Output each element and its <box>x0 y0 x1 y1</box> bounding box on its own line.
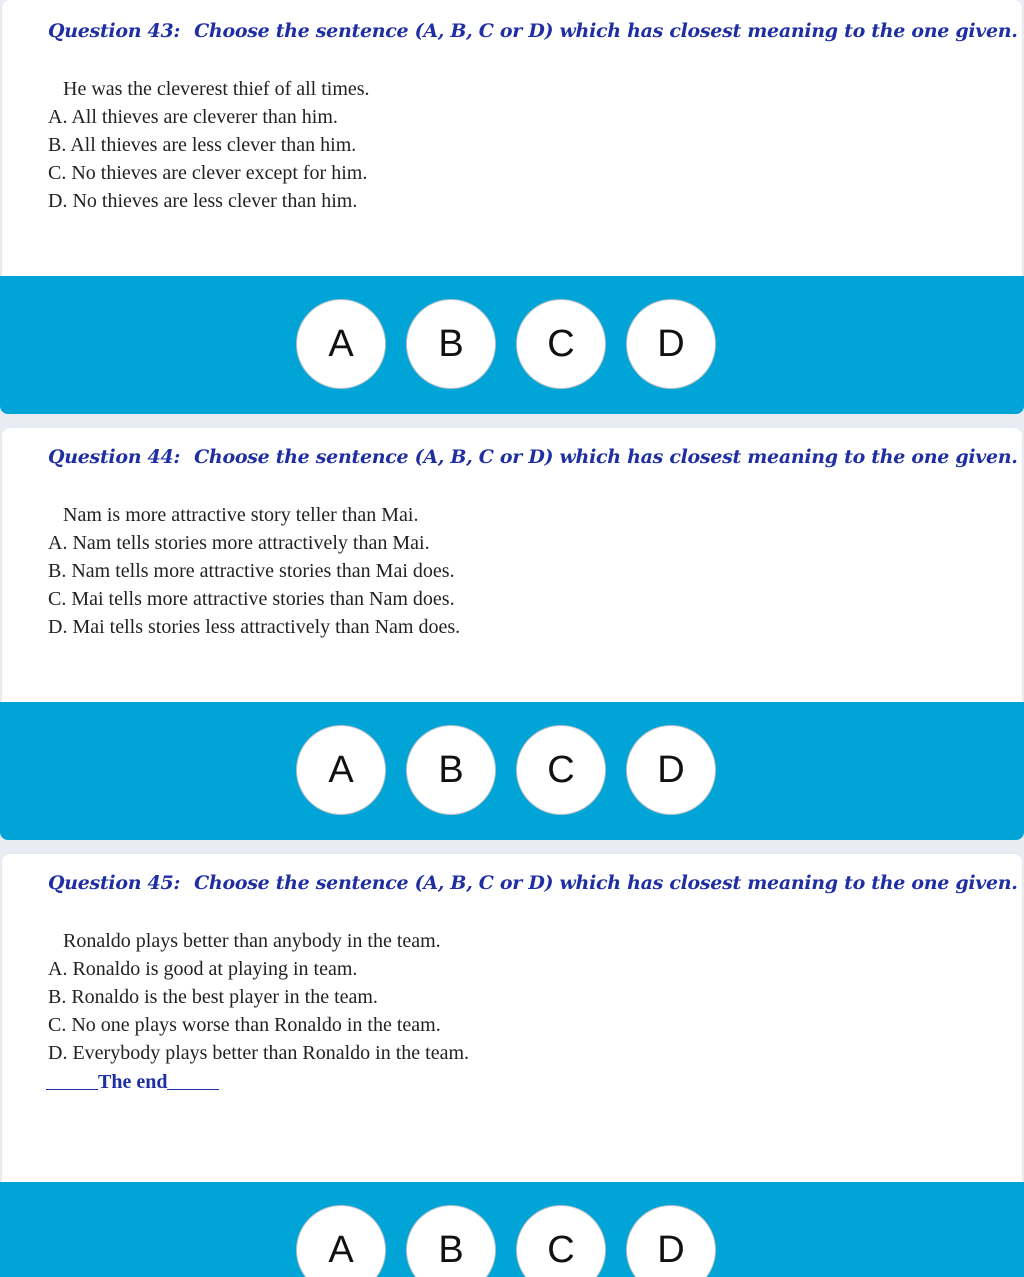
option-c: C. Mai tells more attractive stories than Nam does. <box>48 588 455 610</box>
question-stem: Ronaldo plays better than anybody in the team. <box>63 930 441 952</box>
question-number: Question 45: <box>48 872 181 894</box>
option-a: A. Ronaldo is good at playing in team. <box>48 958 358 980</box>
answer-button-b[interactable]: B <box>406 299 496 389</box>
question-stem: Nam is more attractive story teller than Mai. <box>63 504 419 526</box>
answer-button-b[interactable]: B <box>406 1205 496 1277</box>
option-d: D. Everybody plays better than Ronaldo in the team. <box>48 1042 470 1064</box>
option-c: C. No thieves are clever except for him. <box>48 162 368 184</box>
question-title <box>48 446 1018 468</box>
answer-buttons <box>296 1205 716 1277</box>
question-instruction: Choose the sentence (A, B, C or D) which has closest meaning to the one given. <box>194 446 1018 468</box>
option-b: B. All thieves are less clever than him. <box>48 134 357 156</box>
answer-button-d[interactable]: D <box>626 299 716 389</box>
question-content <box>2 854 1022 1182</box>
option-b: B. Nam tells more attractive stories than Mai does. <box>48 560 455 582</box>
underline-left <box>46 1089 98 1090</box>
answer-bar <box>0 1182 1024 1277</box>
answer-button-d[interactable]: D <box>626 1205 716 1277</box>
answer-bar <box>0 276 1024 414</box>
question-content <box>2 428 1022 702</box>
answer-button-a[interactable]: A <box>296 1205 386 1277</box>
option-d: D. No thieves are less clever than him. <box>48 190 358 212</box>
answer-button-c[interactable]: C <box>516 1205 606 1277</box>
answer-button-a[interactable]: A <box>296 725 386 815</box>
answer-button-c[interactable]: C <box>516 725 606 815</box>
question-content <box>2 0 1022 276</box>
answer-button-a[interactable]: A <box>296 299 386 389</box>
answer-button-b[interactable]: B <box>406 725 496 815</box>
option-d: D. Mai tells stories less attractively than Nam does. <box>48 616 461 638</box>
answer-button-c[interactable]: C <box>516 299 606 389</box>
the-end-footer <box>46 1071 219 1094</box>
question-title <box>48 872 1018 894</box>
question-title <box>48 20 1018 42</box>
option-a: A. All thieves are cleverer than him. <box>48 106 338 128</box>
option-b: B. Ronaldo is the best player in the team. <box>48 986 378 1008</box>
question-stem: He was the cleverest thief of all times. <box>63 78 370 100</box>
option-c: C. No one plays worse than Ronaldo in the team. <box>48 1014 441 1036</box>
answer-bar <box>0 702 1024 840</box>
answer-buttons <box>296 725 716 815</box>
question-number: Question 44: <box>48 446 181 468</box>
question-instruction: Choose the sentence (A, B, C or D) which has closest meaning to the one given. <box>194 872 1018 894</box>
the-end-label: The end <box>98 1071 168 1093</box>
question-instruction: Choose the sentence (A, B, C or D) which has closest meaning to the one given. <box>194 20 1018 42</box>
answer-buttons <box>296 299 716 389</box>
answer-button-d[interactable]: D <box>626 725 716 815</box>
underline-right <box>167 1089 219 1090</box>
option-a: A. Nam tells stories more attractively than Mai. <box>48 532 430 554</box>
question-number: Question 43: <box>48 20 181 42</box>
